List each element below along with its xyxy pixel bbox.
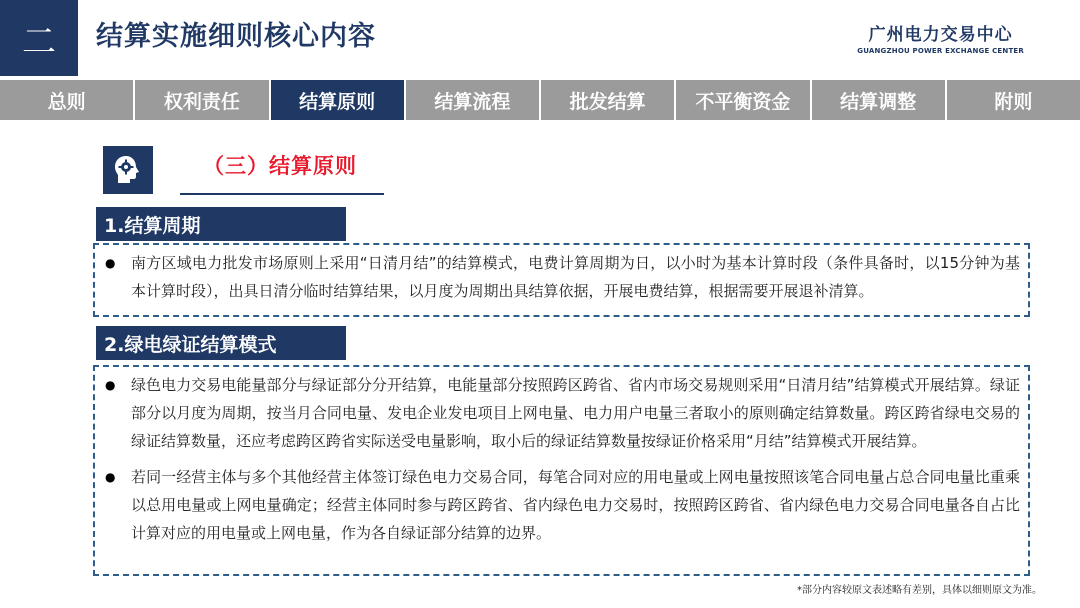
- section-heading-green: 2.绿电绿证结算模式: [96, 326, 346, 360]
- section-box-green: [93, 365, 1030, 576]
- tab-imbalance-funds[interactable]: 不平衡资金: [676, 80, 811, 120]
- logo-name-cn: 广州电力交易中心: [868, 25, 1013, 45]
- section-heading-cycle: 1.结算周期: [96, 207, 346, 241]
- bullet-green-1: ● 绿色电力交易电能量部分与绿证部分分开结算，电能量部分按照跨区跨省、省内市场交易规则采用“日清月结”结算模式开展结算。绿证部分以月度为周期，按当月合同电量、发电企业发电项目上网电量、电力用户电量三者取小的原则确定结算数量。跨区跨省绿电交易的绿证结算数量，还应考虑跨区跨省实际送受电量影响，取小后的绿证结算数量按绿证价格采用“月结”结算模式开展结算。: [131, 371, 1020, 455]
- section-number: 二: [0, 0, 78, 76]
- bullet-green-2: ● 若同一经营主体与多个其他经营主体签订绿色电力交易合同，每笔合同对应的用电量或上网电量按照该笔合同电量占总合同电量比重乘以总用电量或上网电量确定；经营主体同时参与跨区跨省、省内绿色电力交易时，按照跨区跨省、省内绿色电力交易合同电量各自占比计算对应的用电量或上网电量，作为各自绿证部分结算的边界。: [131, 463, 1020, 547]
- tab-wholesale[interactable]: 批发结算: [541, 80, 676, 120]
- tab-settlement-process[interactable]: 结算流程: [406, 80, 541, 120]
- tab-adjustment[interactable]: 结算调整: [812, 80, 947, 120]
- bullet-cycle-1: ● 南方区域电力批发市场原则上采用“日清月结”的结算模式，电费计算周期为日，以小时为基本计算时段（条件具备时，以15分钟为基本计算时段），出具日清分临时结算结果，以月度为周期出具结算依据，开展电费结算，根据需要开展退补清算。: [131, 249, 1020, 305]
- tab-settlement-principles[interactable]: 结算原则: [271, 80, 406, 120]
- subsection-underline: [180, 193, 384, 195]
- tab-rights[interactable]: 权利责任: [135, 80, 270, 120]
- chapter-nav: [0, 80, 1080, 120]
- section-box-cycle: [93, 243, 1030, 317]
- head-gear-icon: [103, 146, 153, 194]
- page-title: 结算实施细则核心内容: [96, 21, 376, 52]
- logo: [857, 20, 1024, 55]
- tab-appendix[interactable]: 附则: [947, 80, 1080, 120]
- subsection-title: （三）结算原则: [203, 154, 357, 178]
- logo-name-en: GUANGZHOU POWER EXCHANGE CENTER: [857, 47, 1024, 55]
- tab-general[interactable]: 总则: [0, 80, 135, 120]
- footnote: *部分内容较原文表述略有差别，具体以细则原文为准。: [797, 585, 1042, 596]
